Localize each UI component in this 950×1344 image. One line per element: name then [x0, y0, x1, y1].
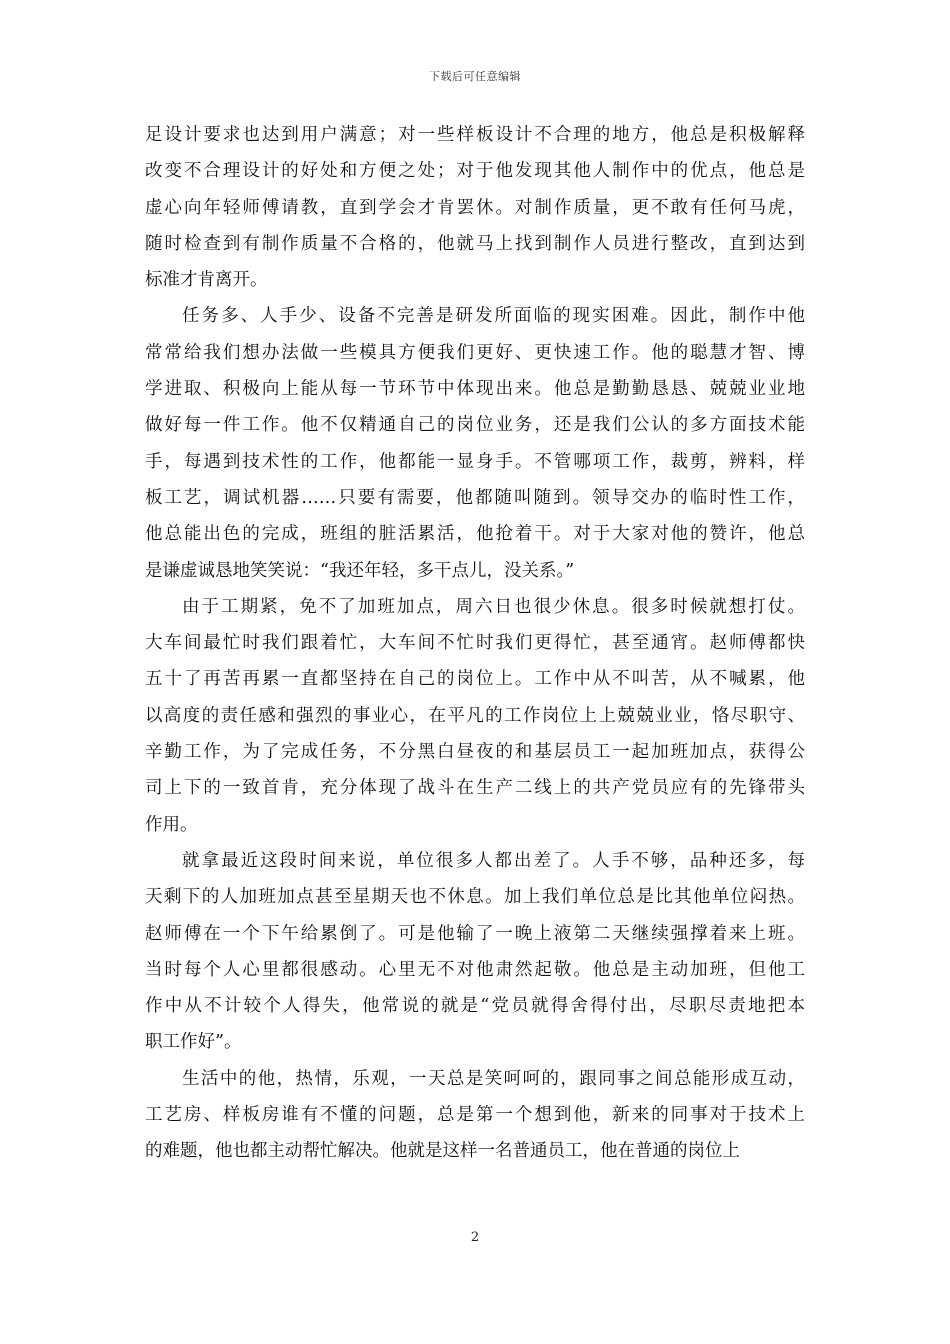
text-line: 生活中的他，热情，乐观，一天总是笑呵呵的，跟同事之间总能形成互动， [182, 1068, 805, 1089]
text-line: 司上下的一致首肯，充分体现了战斗在生产二线上的共产党员应有的先锋带头 [145, 778, 805, 799]
document-body [145, 117, 805, 1170]
text-line: 作中从不计较个人得失，他常说的就是“党员就得舍得付出，尽职尽责地把本 [145, 996, 805, 1017]
text-line: 随时检查到有制作质量不合格的，他就马上找到制作人员进行整改，直到达到 [145, 233, 805, 254]
text-line: 大车间最忙时我们跟着忙，大车间不忙时我们更得忙，甚至通宵。赵师傅都快 [145, 633, 805, 654]
text-line: 天剩下的人加班加点甚至星期天也不休息。加上我们单位总是比其他单位闷热。 [145, 887, 805, 908]
text-line: 职工作好”。 [145, 1032, 242, 1053]
text-line: 虚心向年轻师傅请教，直到学会才肯罢休。对制作质量，更不敢有任何马虎， [145, 197, 805, 218]
text-line: 他总能出色的完成，班组的脏活累活，他抢着干。对于大家对他的赞许，他总 [145, 524, 805, 545]
text-line: 五十了再苦再累一直都坚持在自己的岗位上。工作中从不叫苦，从不喊累，他 [145, 669, 805, 690]
text-line: 做好每一件工作。他不仅精通自己的岗位业务，还是我们公认的多方面技术能 [145, 415, 805, 436]
text-line: 以高度的责任感和强烈的事业心，在平凡的工作岗位上上兢兢业业，恪尽职守、 [145, 705, 805, 726]
page-header: 下载后可任意编辑 [429, 70, 521, 83]
text-line: 辛勤工作，为了完成任务，不分黑白昼夜的和基层员工一起加班加点，获得公 [145, 742, 805, 763]
page-number: 2 [470, 1230, 480, 1245]
text-line: 赵师傅在一个下午给累倒了。可是他输了一晚上液第二天继续强撑着来上班。 [145, 923, 805, 944]
text-line: 工艺房、样板房谁有不懂的问题，总是第一个想到他，新来的同事对于技术上 [145, 1105, 805, 1126]
text-line: 板工艺，调试机器……只要有需要，他都随叫随到。领导交办的临时性工作， [145, 487, 805, 508]
text-line: 就拿最近这段时间来说，单位很多人都出差了。人手不够，品种还多，每 [182, 850, 805, 871]
text-line: 作用。 [145, 814, 198, 835]
text-line: 当时每个人心里都很感动。心里无不对他肃然起敬。他总是主动加班，但他工 [145, 959, 805, 980]
text-line: 任务多、人手少、设备不完善是研发所面临的现实困难。因此，制作中他 [182, 306, 805, 327]
text-line: 足设计要求也达到用户满意；对一些样板设计不合理的地方，他总是积极解释 [145, 125, 805, 145]
paragraph [145, 1061, 805, 1170]
text-line: 标准才肯离开。 [145, 270, 268, 291]
text-line: 的难题，他也都主动帮忙解决。他就是这样一名普通员工，他在普通的岗位上 [145, 1141, 740, 1162]
text-line: 是谦虚诚恳地笑笑说：“我还年轻，多干点儿，没关系。” [145, 560, 575, 581]
paragraph [145, 843, 805, 1061]
text-line: 手，每遇到技术性的工作，他都能一显身手。不管哪项工作，裁剪，辨料，样 [145, 451, 805, 472]
paragraph [145, 117, 805, 298]
text-line: 学进取、积极向上能从每一节环节中体现出来。他总是勤勤恳恳、兢兢业业地 [145, 379, 805, 400]
text-line: 常常给我们想办法做一些模具方便我们更好、更快速工作。他的聪慧才智、博 [145, 342, 805, 363]
text-line: 改变不合理设计的好处和方便之处；对于他发现其他人制作中的优点，他总是 [145, 161, 805, 182]
paragraph [145, 589, 805, 843]
paragraph [145, 298, 805, 588]
text-line: 由于工期紧，免不了加班加点，周六日也很少休息。很多时候就想打仗。 [182, 596, 805, 617]
